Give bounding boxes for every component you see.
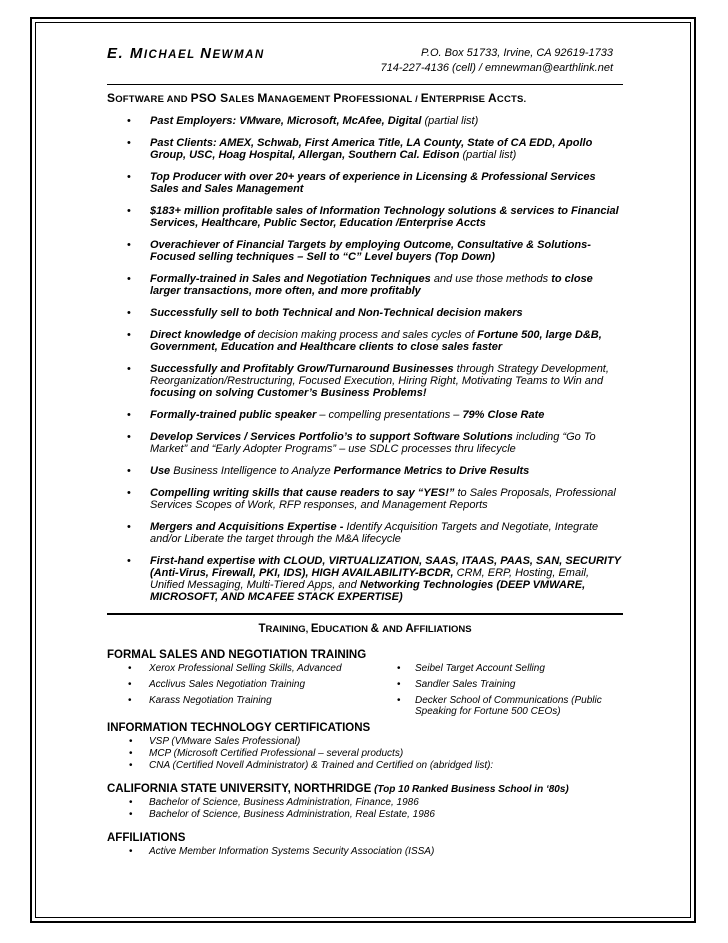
list-item: • Bachelor of Science, Business Administration, Real Estate, 1986 (107, 809, 623, 820)
list-item: • Decker School of Communications (Public Speaking for Fortune 500 CEOs) (397, 695, 623, 717)
contact-info (380, 46, 613, 76)
list-item: • Top Producer with over 20+ years of experience in Licensing & Professional Services Sales and Sales Management (107, 171, 623, 195)
list-item: • Successfully sell to both Technical and Non-Technical decision makers (107, 307, 623, 319)
resume-header (107, 42, 623, 82)
education-heading: CALIFORNIA STATE UNIVERSITY, NORTHRIDGE (Top 10 Ranked Business School in ‘80s) (107, 783, 569, 795)
phone-email: 714-227-4136 (cell) / emnewman@earthlink.net (380, 62, 613, 74)
sales-training-list (107, 663, 623, 722)
training-section-title: TRAINING, EDUCATION & AND AFFILIATIONS (258, 623, 472, 635)
address: P.O. Box 51733, Irvine, CA 92619-1733 (420, 47, 613, 59)
list-item: • Past Employers: VMware, Microsoft, McAfee, Digital (partial list) (107, 115, 623, 127)
list-item: • Sandler Sales Training (397, 679, 623, 690)
list-item: • Karass Negotiation Training (107, 695, 397, 706)
list-item: • CNA (Certified Novell Administrator) & Trained and Certified on (abridged list): (107, 760, 623, 771)
list-item: • Direct knowledge of decision making process and sales cycles of Fortune 500, large D&B, Government, Education and Healthcare clients to close sales faster (107, 329, 623, 353)
list-item: • First-hand expertise with CLOUD, VIRTUALIZATION, SAAS, ITAAS, PAAS, SAN, SECURITY (Anti-Virus, Firewall, PKI, IDS), HIGH AVAILABILITY-BCDR, CRM, ERP, Hosting, Email, Unified Messaging, Multi-Tiered Apps, and Networking Technologies (DEEP VMWARE, MICROSOFT, AND MCAFEE STACK EXPERTISE) (107, 555, 623, 603)
list-item: • Successfully and Profitably Grow/Turnaround Businesses through Strategy Development, Reorganization/Restructuring, Focused Execution, Hiring Right, Motivating Teams to Win and focusing on solving Customer’s Business Problems! (107, 363, 623, 399)
list-item: • Acclivus Sales Negotiation Training (107, 679, 397, 690)
summary-bullet-list (107, 115, 623, 603)
affiliations-list (107, 846, 623, 857)
list-item: • Compelling writing skills that cause readers to say “YES!” to Sales Proposals, Professional Services Scopes of Work, RFP responses, and Management Reports (107, 487, 623, 511)
candidate-name: E. MICHAEL NEWMAN (107, 45, 265, 62)
it-certifications-heading: INFORMATION TECHNOLOGY CERTIFICATIONS (107, 722, 371, 734)
list-item: • Past Clients: AMEX, Schwab, First America Title, LA County, State of CA EDD, Apollo Group, USC, Hoag Hospital, Allergan, Southern Cal. Edison (partial list) (107, 137, 623, 161)
list-item: • Formally-trained public speaker – compelling presentations – 79% Close Rate (107, 409, 623, 421)
education-list (107, 797, 623, 820)
list-item: • Overachiever of Financial Targets by employing Outcome, Consultative & Solutions-Focused selling techniques – Sell to “C” Level buyers (Top Down) (107, 239, 623, 263)
sales-training-heading: FORMAL SALES AND NEGOTIATION TRAINING (107, 649, 367, 661)
list-item: • Xerox Professional Selling Skills, Advanced (107, 663, 397, 674)
section-rule (107, 613, 623, 615)
list-item: • Develop Services / Services Portfolio’s to support Software Solutions including “Go To Market” and “Early Adopter Programs” – use SDLC processes thru lifecycle (107, 431, 623, 455)
list-item: • $183+ million profitable sales of Information Technology solutions & services to Financial Services, Healthcare, Public Sector, Education /Enterprise Accts (107, 205, 623, 229)
list-item: • Seibel Target Account Selling (397, 663, 623, 674)
list-item: • VSP (VMware Sales Professional) (107, 736, 623, 747)
list-item: • Formally-trained in Sales and Negotiation Techniques and use those methods to close larger transactions, more often, and more profitably (107, 273, 623, 297)
professional-headline: SOFTWARE AND PSO SALES MANAGEMENT PROFESSIONAL / ENTERPRISE ACCTS. (107, 91, 527, 105)
header-rule (107, 84, 623, 85)
education-note: (Top 10 Ranked Business School in ‘80s) (371, 784, 569, 795)
list-item: • MCP (Microsoft Certified Professional – several products) (107, 748, 623, 759)
it-certifications-list (107, 736, 623, 771)
resume-content (107, 42, 623, 869)
list-item: • Active Member Information Systems Security Association (ISSA) (107, 846, 623, 857)
list-item: • Bachelor of Science, Business Administration, Finance, 1986 (107, 797, 623, 808)
list-item: • Mergers and Acquisitions Expertise - Identify Acquisition Targets and Negotiate, Integrate and/or Liberate the target through the M&A lifecycle (107, 521, 623, 545)
affiliations-heading: AFFILIATIONS (107, 832, 186, 844)
list-item: • Use Business Intelligence to Analyze Performance Metrics to Drive Results (107, 465, 623, 477)
